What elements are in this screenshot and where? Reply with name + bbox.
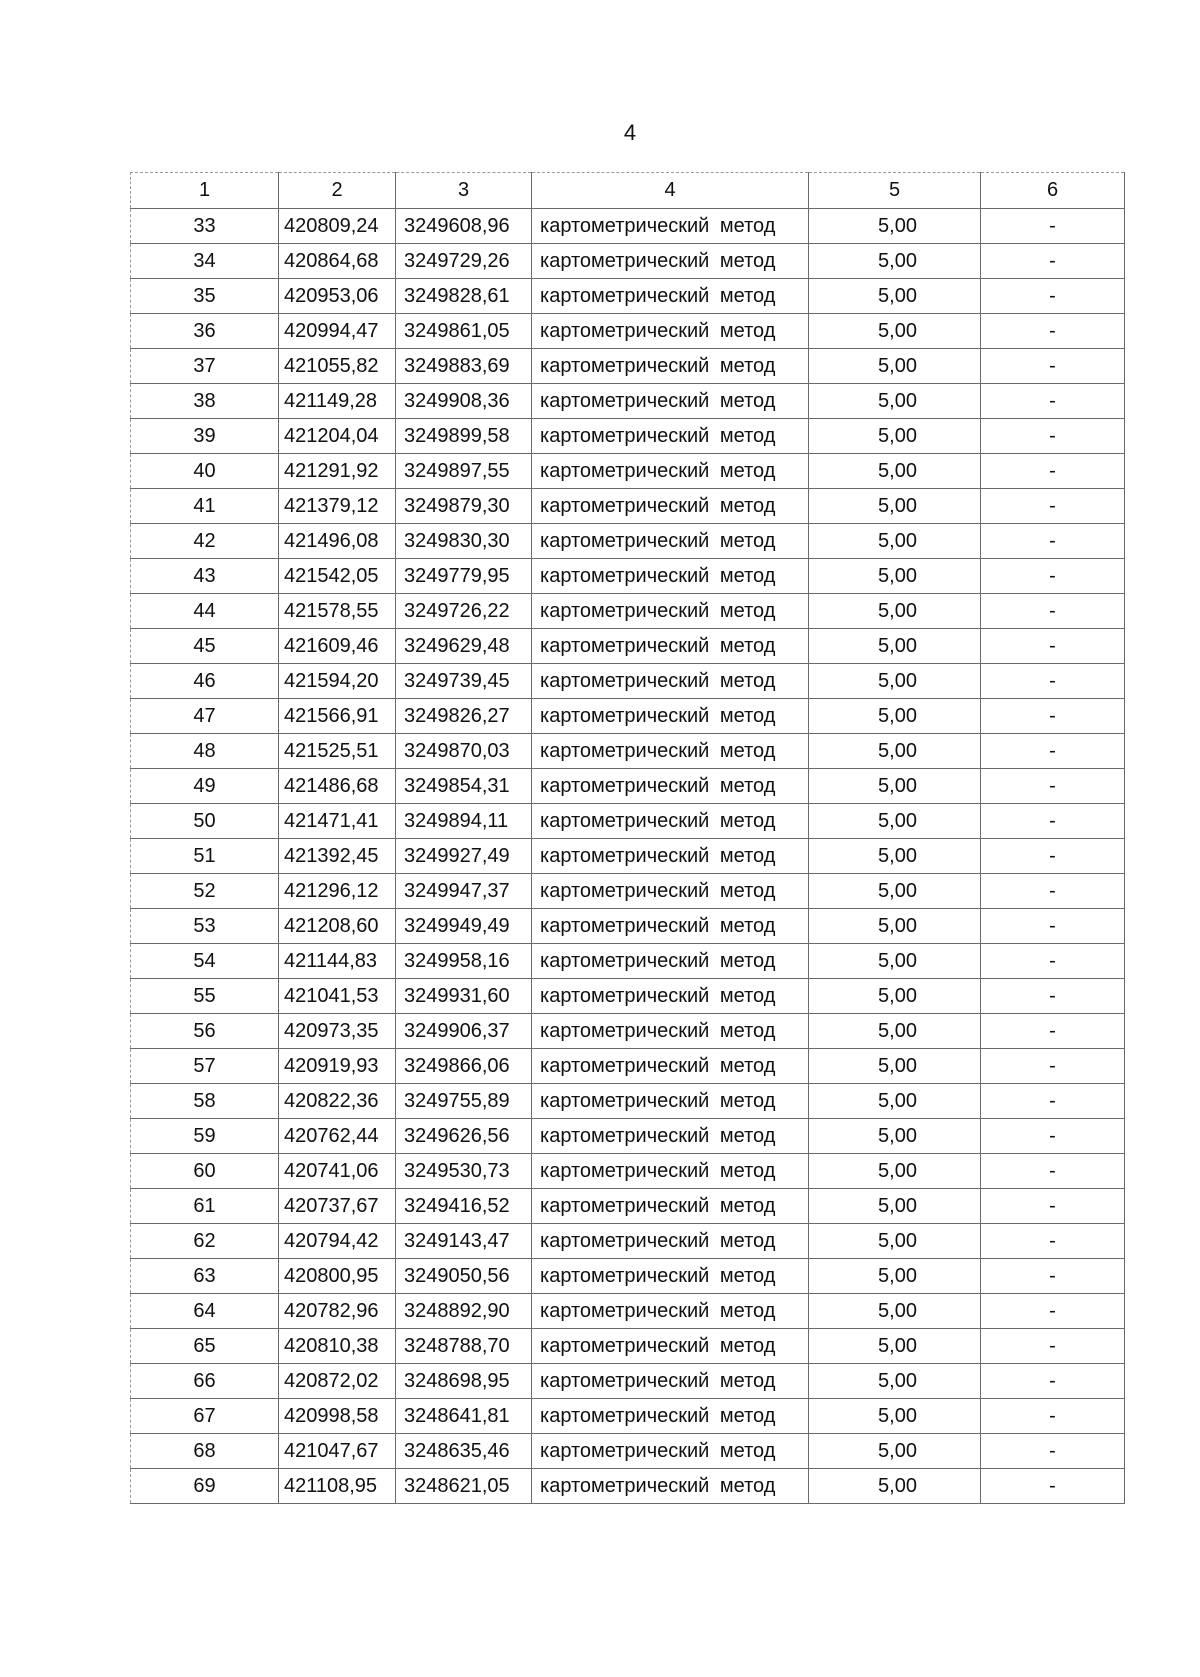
cell-accuracy: 5,00 [809, 1084, 981, 1119]
cell-coordinate-y: 3249050,56 [396, 1259, 532, 1294]
cell-point-number: 37 [131, 349, 279, 384]
cell-accuracy: 5,00 [809, 1259, 981, 1294]
cell-accuracy: 5,00 [809, 944, 981, 979]
cell-coordinate-x: 421486,68 [279, 769, 396, 804]
table-row [131, 944, 1125, 979]
cell-method: картометрический метод [532, 1154, 809, 1189]
column-header-5: 5 [809, 173, 981, 209]
cell-method: картометрический метод [532, 909, 809, 944]
cell-coordinate-x: 421047,67 [279, 1434, 396, 1469]
cell-point-number: 39 [131, 419, 279, 454]
table-row [131, 979, 1125, 1014]
cell-point-number: 46 [131, 664, 279, 699]
cell-method: картометрический метод [532, 209, 809, 244]
cell-point-number: 38 [131, 384, 279, 419]
cell-accuracy: 5,00 [809, 1224, 981, 1259]
cell-method: картометрический метод [532, 384, 809, 419]
table-row [131, 594, 1125, 629]
table-row [131, 1224, 1125, 1259]
cell-method: картометрический метод [532, 769, 809, 804]
cell-note: - [981, 909, 1125, 944]
cell-point-number: 52 [131, 874, 279, 909]
cell-method: картометрический метод [532, 594, 809, 629]
cell-method: картометрический метод [532, 489, 809, 524]
cell-accuracy: 5,00 [809, 874, 981, 909]
cell-note: - [981, 1399, 1125, 1434]
cell-method: картометрический метод [532, 1189, 809, 1224]
cell-method: картометрический метод [532, 629, 809, 664]
table-row [131, 524, 1125, 559]
cell-coordinate-x: 420953,06 [279, 279, 396, 314]
cell-coordinate-y: 3249826,27 [396, 699, 532, 734]
cell-method: картометрический метод [532, 979, 809, 1014]
column-header-3: 3 [396, 173, 532, 209]
cell-point-number: 36 [131, 314, 279, 349]
cell-point-number: 41 [131, 489, 279, 524]
cell-accuracy: 5,00 [809, 1399, 981, 1434]
table-row [131, 1014, 1125, 1049]
cell-note: - [981, 1119, 1125, 1154]
cell-point-number: 57 [131, 1049, 279, 1084]
cell-coordinate-x: 420737,67 [279, 1189, 396, 1224]
cell-method: картометрический метод [532, 804, 809, 839]
cell-note: - [981, 1154, 1125, 1189]
cell-coordinate-y: 3249947,37 [396, 874, 532, 909]
cell-note: - [981, 384, 1125, 419]
cell-coordinate-x: 420800,95 [279, 1259, 396, 1294]
cell-coordinate-y: 3249755,89 [396, 1084, 532, 1119]
cell-coordinate-y: 3249854,31 [396, 769, 532, 804]
table-body [131, 209, 1125, 1504]
table-row [131, 314, 1125, 349]
cell-coordinate-x: 421566,91 [279, 699, 396, 734]
cell-method: картометрический метод [532, 1224, 809, 1259]
cell-coordinate-x: 421149,28 [279, 384, 396, 419]
cell-note: - [981, 1364, 1125, 1399]
table-row [131, 734, 1125, 769]
cell-point-number: 58 [131, 1084, 279, 1119]
cell-method: картометрический метод [532, 1399, 809, 1434]
cell-method: картометрический метод [532, 559, 809, 594]
cell-point-number: 44 [131, 594, 279, 629]
cell-method: картометрический метод [532, 664, 809, 699]
cell-note: - [981, 279, 1125, 314]
column-header-6: 6 [981, 173, 1125, 209]
table-row [131, 1259, 1125, 1294]
cell-accuracy: 5,00 [809, 1329, 981, 1364]
cell-accuracy: 5,00 [809, 629, 981, 664]
cell-coordinate-y: 3249866,06 [396, 1049, 532, 1084]
table-row [131, 804, 1125, 839]
cell-point-number: 65 [131, 1329, 279, 1364]
cell-method: картометрический метод [532, 1364, 809, 1399]
cell-point-number: 66 [131, 1364, 279, 1399]
cell-coordinate-x: 420809,24 [279, 209, 396, 244]
cell-accuracy: 5,00 [809, 804, 981, 839]
cell-point-number: 40 [131, 454, 279, 489]
table-row [131, 1434, 1125, 1469]
cell-note: - [981, 1469, 1125, 1504]
cell-note: - [981, 734, 1125, 769]
table-row [131, 629, 1125, 664]
cell-coordinate-y: 3249958,16 [396, 944, 532, 979]
table-header-row [131, 173, 1125, 209]
cell-accuracy: 5,00 [809, 524, 981, 559]
cell-accuracy: 5,00 [809, 454, 981, 489]
cell-coordinate-x: 421291,92 [279, 454, 396, 489]
cell-coordinate-x: 421208,60 [279, 909, 396, 944]
cell-method: картометрический метод [532, 1049, 809, 1084]
cell-coordinate-y: 3249626,56 [396, 1119, 532, 1154]
cell-coordinate-x: 420782,96 [279, 1294, 396, 1329]
cell-coordinate-x: 421594,20 [279, 664, 396, 699]
table-row [131, 1084, 1125, 1119]
cell-coordinate-x: 421055,82 [279, 349, 396, 384]
column-header-2: 2 [279, 173, 396, 209]
cell-note: - [981, 244, 1125, 279]
cell-coordinate-y: 3249416,52 [396, 1189, 532, 1224]
table-row [131, 244, 1125, 279]
cell-coordinate-x: 420822,36 [279, 1084, 396, 1119]
cell-coordinate-y: 3248892,90 [396, 1294, 532, 1329]
cell-coordinate-x: 421542,05 [279, 559, 396, 594]
cell-accuracy: 5,00 [809, 279, 981, 314]
cell-method: картометрический метод [532, 1329, 809, 1364]
cell-coordinate-y: 3248641,81 [396, 1399, 532, 1434]
cell-point-number: 59 [131, 1119, 279, 1154]
cell-coordinate-x: 420872,02 [279, 1364, 396, 1399]
table-row [131, 1154, 1125, 1189]
cell-point-number: 42 [131, 524, 279, 559]
cell-coordinate-x: 421392,45 [279, 839, 396, 874]
cell-coordinate-x: 420864,68 [279, 244, 396, 279]
cell-note: - [981, 1259, 1125, 1294]
cell-method: картометрический метод [532, 419, 809, 454]
cell-accuracy: 5,00 [809, 1049, 981, 1084]
cell-method: картометрический метод [532, 1434, 809, 1469]
cell-point-number: 34 [131, 244, 279, 279]
table-row [131, 874, 1125, 909]
cell-accuracy: 5,00 [809, 1364, 981, 1399]
cell-coordinate-y: 3249629,48 [396, 629, 532, 664]
cell-note: - [981, 1049, 1125, 1084]
cell-accuracy: 5,00 [809, 419, 981, 454]
cell-coordinate-y: 3249861,05 [396, 314, 532, 349]
cell-note: - [981, 1084, 1125, 1119]
cell-accuracy: 5,00 [809, 1119, 981, 1154]
cell-note: - [981, 594, 1125, 629]
cell-coordinate-y: 3249870,03 [396, 734, 532, 769]
cell-method: картометрический метод [532, 1294, 809, 1329]
cell-method: картометрический метод [532, 874, 809, 909]
cell-coordinate-y: 3249143,47 [396, 1224, 532, 1259]
cell-point-number: 48 [131, 734, 279, 769]
cell-method: картометрический метод [532, 1119, 809, 1154]
table-row [131, 559, 1125, 594]
cell-coordinate-y: 3249608,96 [396, 209, 532, 244]
cell-coordinate-y: 3249899,58 [396, 419, 532, 454]
cell-note: - [981, 1014, 1125, 1049]
cell-method: картометрический метод [532, 244, 809, 279]
cell-method: картометрический метод [532, 944, 809, 979]
table-row [131, 1189, 1125, 1224]
cell-coordinate-x: 420994,47 [279, 314, 396, 349]
cell-coordinate-y: 3249883,69 [396, 349, 532, 384]
cell-coordinate-y: 3249894,11 [396, 804, 532, 839]
cell-note: - [981, 454, 1125, 489]
cell-accuracy: 5,00 [809, 594, 981, 629]
table-row [131, 1329, 1125, 1364]
cell-note: - [981, 629, 1125, 664]
cell-coordinate-x: 421108,95 [279, 1469, 396, 1504]
cell-point-number: 55 [131, 979, 279, 1014]
cell-point-number: 51 [131, 839, 279, 874]
cell-accuracy: 5,00 [809, 209, 981, 244]
cell-coordinate-x: 421609,46 [279, 629, 396, 664]
cell-coordinate-y: 3249530,73 [396, 1154, 532, 1189]
cell-coordinate-x: 420762,44 [279, 1119, 396, 1154]
cell-method: картометрический метод [532, 734, 809, 769]
cell-note: - [981, 1294, 1125, 1329]
cell-note: - [981, 209, 1125, 244]
cell-note: - [981, 839, 1125, 874]
cell-point-number: 45 [131, 629, 279, 664]
table-row [131, 1049, 1125, 1084]
cell-coordinate-y: 3249779,95 [396, 559, 532, 594]
cell-coordinate-x: 420741,06 [279, 1154, 396, 1189]
table-row [131, 349, 1125, 384]
cell-coordinate-y: 3249729,26 [396, 244, 532, 279]
cell-coordinate-y: 3249879,30 [396, 489, 532, 524]
cell-coordinate-y: 3248788,70 [396, 1329, 532, 1364]
table-row [131, 454, 1125, 489]
cell-note: - [981, 769, 1125, 804]
cell-point-number: 47 [131, 699, 279, 734]
cell-point-number: 62 [131, 1224, 279, 1259]
cell-coordinate-x: 421379,12 [279, 489, 396, 524]
cell-accuracy: 5,00 [809, 734, 981, 769]
cell-accuracy: 5,00 [809, 349, 981, 384]
cell-note: - [981, 804, 1125, 839]
cell-point-number: 69 [131, 1469, 279, 1504]
cell-method: картометрический метод [532, 279, 809, 314]
cell-coordinate-x: 421578,55 [279, 594, 396, 629]
cell-coordinate-x: 420794,42 [279, 1224, 396, 1259]
cell-point-number: 61 [131, 1189, 279, 1224]
table-row [131, 1469, 1125, 1504]
cell-point-number: 43 [131, 559, 279, 594]
table-row [131, 279, 1125, 314]
cell-coordinate-y: 3249908,36 [396, 384, 532, 419]
cell-accuracy: 5,00 [809, 489, 981, 524]
cell-accuracy: 5,00 [809, 1434, 981, 1469]
table-row [131, 839, 1125, 874]
cell-coordinate-x: 420919,93 [279, 1049, 396, 1084]
cell-accuracy: 5,00 [809, 769, 981, 804]
cell-coordinate-x: 420973,35 [279, 1014, 396, 1049]
table-row [131, 1364, 1125, 1399]
cell-accuracy: 5,00 [809, 559, 981, 594]
cell-coordinate-x: 421041,53 [279, 979, 396, 1014]
table-row [131, 1399, 1125, 1434]
table-row [131, 909, 1125, 944]
cell-coordinate-x: 421204,04 [279, 419, 396, 454]
cell-point-number: 49 [131, 769, 279, 804]
cell-point-number: 50 [131, 804, 279, 839]
cell-coordinate-y: 3248621,05 [396, 1469, 532, 1504]
table-row [131, 1294, 1125, 1329]
table-row [131, 769, 1125, 804]
cell-accuracy: 5,00 [809, 909, 981, 944]
cell-note: - [981, 1329, 1125, 1364]
cell-note: - [981, 664, 1125, 699]
cell-note: - [981, 314, 1125, 349]
cell-accuracy: 5,00 [809, 664, 981, 699]
cell-accuracy: 5,00 [809, 839, 981, 874]
cell-accuracy: 5,00 [809, 1294, 981, 1329]
cell-note: - [981, 1434, 1125, 1469]
cell-accuracy: 5,00 [809, 699, 981, 734]
cell-note: - [981, 419, 1125, 454]
cell-note: - [981, 874, 1125, 909]
cell-point-number: 60 [131, 1154, 279, 1189]
cell-accuracy: 5,00 [809, 244, 981, 279]
cell-method: картометрический метод [532, 699, 809, 734]
cell-coordinate-y: 3248698,95 [396, 1364, 532, 1399]
cell-note: - [981, 699, 1125, 734]
cell-accuracy: 5,00 [809, 384, 981, 419]
cell-method: картометрический метод [532, 1469, 809, 1504]
cell-note: - [981, 524, 1125, 559]
cell-accuracy: 5,00 [809, 979, 981, 1014]
cell-point-number: 54 [131, 944, 279, 979]
cell-coordinate-y: 3248635,46 [396, 1434, 532, 1469]
coordinates-table [130, 172, 1125, 1504]
cell-note: - [981, 979, 1125, 1014]
cell-method: картометрический метод [532, 314, 809, 349]
cell-accuracy: 5,00 [809, 1189, 981, 1224]
cell-point-number: 64 [131, 1294, 279, 1329]
cell-coordinate-x: 421471,41 [279, 804, 396, 839]
cell-method: картометрический метод [532, 1259, 809, 1294]
table-row [131, 489, 1125, 524]
cell-method: картометрический метод [532, 1084, 809, 1119]
table-row [131, 1119, 1125, 1154]
cell-note: - [981, 1189, 1125, 1224]
cell-point-number: 53 [131, 909, 279, 944]
cell-coordinate-y: 3249739,45 [396, 664, 532, 699]
table-row [131, 419, 1125, 454]
cell-coordinate-y: 3249931,60 [396, 979, 532, 1014]
cell-method: картометрический метод [532, 349, 809, 384]
table-row [131, 664, 1125, 699]
cell-note: - [981, 349, 1125, 384]
cell-note: - [981, 1224, 1125, 1259]
cell-coordinate-y: 3249726,22 [396, 594, 532, 629]
cell-method: картометрический метод [532, 454, 809, 489]
cell-coordinate-x: 421525,51 [279, 734, 396, 769]
cell-accuracy: 5,00 [809, 1469, 981, 1504]
cell-point-number: 35 [131, 279, 279, 314]
cell-note: - [981, 559, 1125, 594]
cell-coordinate-y: 3249897,55 [396, 454, 532, 489]
cell-coordinate-y: 3249949,49 [396, 909, 532, 944]
cell-note: - [981, 944, 1125, 979]
cell-coordinate-y: 3249828,61 [396, 279, 532, 314]
column-header-4: 4 [532, 173, 809, 209]
cell-point-number: 68 [131, 1434, 279, 1469]
cell-coordinate-x: 421496,08 [279, 524, 396, 559]
table-row [131, 699, 1125, 734]
cell-coordinate-y: 3249830,30 [396, 524, 532, 559]
cell-method: картометрический метод [532, 839, 809, 874]
cell-accuracy: 5,00 [809, 1154, 981, 1189]
cell-point-number: 56 [131, 1014, 279, 1049]
cell-coordinate-y: 3249906,37 [396, 1014, 532, 1049]
table-row [131, 209, 1125, 244]
table-row [131, 384, 1125, 419]
cell-point-number: 63 [131, 1259, 279, 1294]
cell-point-number: 33 [131, 209, 279, 244]
cell-coordinate-x: 421296,12 [279, 874, 396, 909]
cell-note: - [981, 489, 1125, 524]
page-number: 4 [623, 120, 637, 145]
cell-coordinate-x: 420810,38 [279, 1329, 396, 1364]
column-header-1: 1 [131, 173, 279, 209]
cell-accuracy: 5,00 [809, 1014, 981, 1049]
cell-method: картометрический метод [532, 524, 809, 559]
cell-coordinate-y: 3249927,49 [396, 839, 532, 874]
cell-accuracy: 5,00 [809, 314, 981, 349]
cell-coordinate-x: 420998,58 [279, 1399, 396, 1434]
cell-method: картометрический метод [532, 1014, 809, 1049]
cell-point-number: 67 [131, 1399, 279, 1434]
cell-coordinate-x: 421144,83 [279, 944, 396, 979]
